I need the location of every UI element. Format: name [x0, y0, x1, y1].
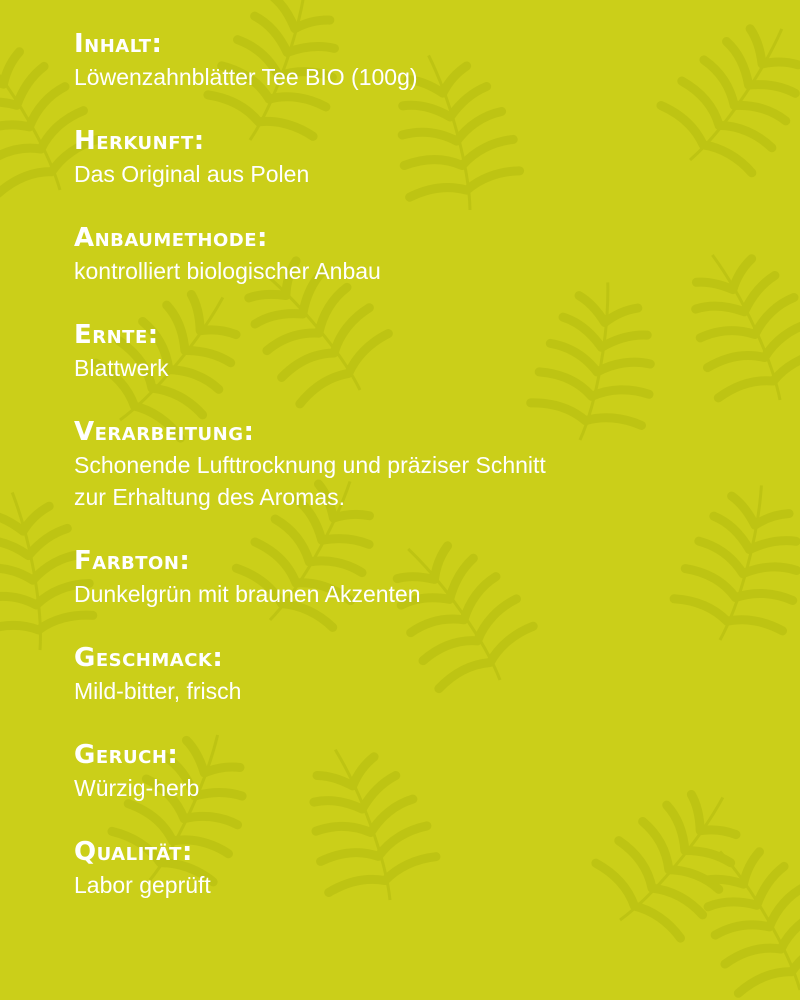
info-value-line: Labor geprüft — [74, 872, 211, 898]
info-value-line: Löwenzahnblätter Tee BIO (100g) — [74, 64, 418, 90]
info-label: Verarbeitung: — [74, 417, 255, 447]
info-entry-geruch — [74, 738, 774, 804]
info-entry-inhalt — [74, 27, 774, 93]
info-value-line: Schonende Lufttrocknung und präziser Schnitt — [74, 452, 546, 478]
info-value — [74, 352, 774, 384]
product-info-list — [74, 27, 774, 932]
info-label: Ernte: — [74, 320, 159, 350]
info-entry-geschmack — [74, 641, 774, 707]
info-entry-farbton — [74, 544, 774, 610]
info-label: Herkunft: — [74, 126, 205, 156]
info-value-line: Dunkelgrün mit braunen Akzenten — [74, 581, 421, 607]
info-label: Geschmack: — [74, 643, 224, 673]
info-value — [74, 578, 774, 610]
info-value — [74, 449, 774, 513]
info-value — [74, 772, 774, 804]
info-value-line: Würzig-herb — [74, 775, 200, 801]
info-value-line: kontrolliert biologischer Anbau — [74, 258, 381, 284]
info-label: Qualität: — [74, 837, 193, 867]
info-label: Anbaumethode: — [74, 223, 268, 253]
info-value-line: Das Original aus Polen — [74, 161, 310, 187]
info-value-line: Blattwerk — [74, 355, 169, 381]
info-value — [74, 869, 774, 901]
info-value-line: Mild-bitter, frisch — [74, 678, 242, 704]
info-entry-verarbeitung — [74, 415, 774, 513]
info-value-line: zur Erhaltung des Aromas. — [74, 484, 346, 510]
info-label: Geruch: — [74, 740, 179, 770]
info-value — [74, 675, 774, 707]
info-value — [74, 255, 774, 287]
info-entry-herkunft — [74, 124, 774, 190]
info-value — [74, 158, 774, 190]
info-entry-ernte — [74, 318, 774, 384]
info-entry-qualitaet — [74, 835, 774, 901]
info-label: Farbton: — [74, 546, 191, 576]
info-entry-anbaumethode — [74, 221, 774, 287]
info-label: Inhalt: — [74, 29, 163, 59]
info-value — [74, 61, 774, 93]
